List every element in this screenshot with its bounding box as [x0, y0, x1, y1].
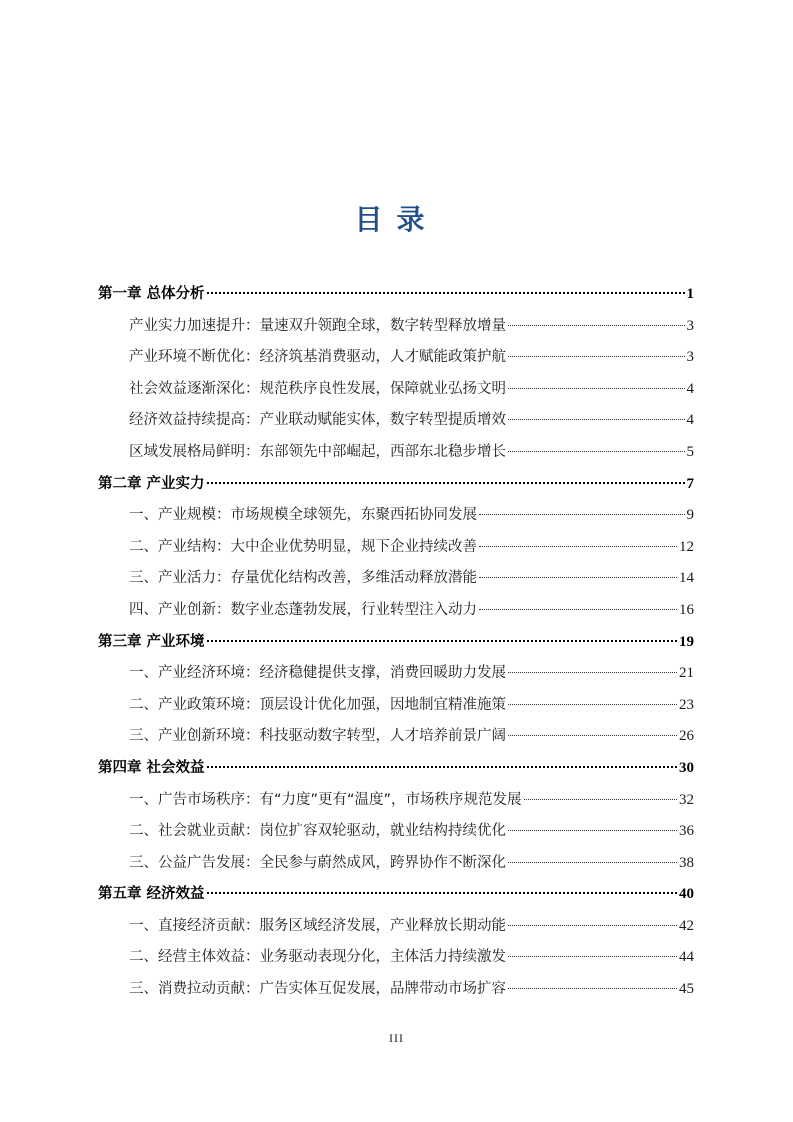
- toc-entry-page-number: 4: [686, 380, 694, 397]
- page-title: 目录: [354, 203, 439, 236]
- toc-entry-label: 第四章 社会效益: [98, 759, 205, 776]
- toc-section-entry[interactable]: [98, 405, 694, 437]
- toc-entry-label: 二、经营主体效益：业务驱动表现分化，主体活力持续激发: [129, 949, 506, 966]
- toc-entry-label: 区域发展格局鲜明：东部领先中部崛起，西部东北稳步增长: [129, 443, 506, 460]
- toc-entry-label: 三、产业创新环境：科技驱动数字转型，人才培养前景广阔: [129, 728, 506, 745]
- toc-entry-label: 社会效益逐渐深化：规范秩序良性发展，保障就业弘扬文明: [129, 380, 506, 397]
- toc-entry-page-number: 12: [679, 538, 694, 555]
- toc-entry-label: 三、产业活力：存量优化结构改善，多维活动释放潜能: [129, 570, 477, 587]
- toc-section-entry[interactable]: [98, 785, 694, 817]
- toc-entry-page-number: 38: [679, 854, 694, 871]
- toc-entry-page-number: 42: [679, 917, 694, 934]
- dot-leader: [508, 925, 677, 926]
- toc-section-entry[interactable]: [98, 563, 694, 595]
- toc-entry-page-number: 21: [679, 665, 694, 682]
- toc-section-entry[interactable]: [98, 942, 694, 974]
- table-of-contents: [98, 279, 694, 1006]
- toc-entry-label: 第三章 产业环境: [98, 633, 205, 650]
- dot-leader: [508, 735, 677, 736]
- toc-section-entry[interactable]: [98, 974, 694, 1006]
- toc-entry-page-number: 19: [679, 633, 694, 650]
- dot-leader: [508, 356, 685, 357]
- toc-entry-label: 二、产业结构：大中企业优势明显，规下企业持续改善: [129, 538, 477, 555]
- toc-entry-page-number: 36: [679, 823, 694, 840]
- toc-section-entry[interactable]: [98, 721, 694, 753]
- dot-leader: [508, 325, 685, 326]
- toc-entry-label: 一、产业经济环境：经济稳健提供支撑，消费回暖助力发展: [129, 665, 506, 682]
- toc-section-entry[interactable]: [98, 532, 694, 564]
- dot-leader: [508, 704, 677, 705]
- toc-section-entry[interactable]: [98, 374, 694, 406]
- toc-entry-label: 三、消费拉动贡献：广告实体互促发展，品牌带动市场扩容: [129, 981, 506, 998]
- toc-entry-page-number: 7: [686, 475, 694, 492]
- dot-leader: [479, 577, 677, 578]
- dot-leader: [508, 419, 685, 420]
- toc-entry-page-number: 32: [679, 791, 694, 808]
- dot-leader: [524, 799, 677, 800]
- toc-chapter-entry[interactable]: [98, 879, 694, 911]
- dot-leader: [508, 988, 677, 989]
- dot-leader: [479, 546, 677, 547]
- toc-entry-page-number: 4: [686, 412, 694, 429]
- toc-entry-label: 产业环境不断优化：经济筑基消费驱动，人才赋能政策护航: [129, 349, 506, 366]
- toc-entry-label: 产业实力加速提升：量速双升领跑全球，数字转型释放增量: [129, 317, 506, 334]
- toc-entry-page-number: 1: [686, 286, 694, 302]
- toc-entry-label: 三、公益广告发展：全民参与蔚然成风，跨界协作不断深化: [129, 854, 506, 871]
- toc-entry-label: 第二章 产业实力: [98, 475, 205, 492]
- page-number: III: [389, 1031, 404, 1045]
- dot-leader: [207, 292, 685, 294]
- toc-entry-label: 第一章 总体分析: [98, 286, 205, 302]
- dot-leader: [508, 830, 677, 831]
- toc-chapter-entry[interactable]: [98, 753, 694, 785]
- toc-entry-page-number: 9: [686, 507, 694, 524]
- toc-entry-label: 二、产业政策环境：顶层设计优化加强，因地制宜精准施策: [129, 696, 506, 713]
- toc-entry-page-number: 44: [679, 949, 694, 966]
- toc-entry-page-number: 3: [686, 317, 694, 334]
- toc-entry-page-number: 14: [679, 570, 694, 587]
- dot-leader: [207, 892, 677, 894]
- dot-leader: [479, 609, 677, 610]
- dot-leader: [508, 862, 677, 863]
- toc-entry-page-number: 45: [679, 981, 694, 998]
- toc-entry-label: 一、广告市场秩序：有“力度”更有“温度”，市场秩序规范发展: [129, 791, 522, 808]
- dot-leader: [207, 766, 677, 768]
- dot-leader: [479, 514, 685, 515]
- toc-entry-label: 一、产业规模：市场规模全球领先，东聚西拓协同发展: [129, 507, 477, 524]
- toc-section-entry[interactable]: [98, 911, 694, 943]
- toc-entry-label: 四、产业创新：数字业态蓬勃发展，行业转型注入动力: [129, 601, 477, 618]
- toc-entry-page-number: 16: [679, 601, 694, 618]
- toc-section-entry[interactable]: [98, 500, 694, 532]
- dot-leader: [207, 640, 677, 642]
- toc-entry-page-number: 30: [679, 759, 694, 776]
- toc-chapter-entry[interactable]: [98, 279, 694, 311]
- toc-entry-label: 第五章 经济效益: [98, 886, 205, 903]
- toc-section-entry[interactable]: [98, 595, 694, 627]
- toc-section-entry[interactable]: [98, 848, 694, 880]
- toc-section-entry[interactable]: [98, 816, 694, 848]
- toc-section-entry[interactable]: [98, 690, 694, 722]
- toc-entry-label: 经济效益持续提高：产业联动赋能实体，数字转型提质增效: [129, 412, 506, 429]
- dot-leader: [508, 672, 677, 673]
- toc-section-entry[interactable]: [98, 342, 694, 374]
- toc-entry-page-number: 5: [686, 443, 694, 460]
- toc-section-entry[interactable]: [98, 658, 694, 690]
- dot-leader: [508, 388, 685, 389]
- toc-entry-label: 一、直接经济贡献：服务区域经济发展，产业释放长期动能: [129, 917, 506, 934]
- toc-section-entry[interactable]: [98, 311, 694, 343]
- toc-entry-page-number: 26: [679, 728, 694, 745]
- toc-entry-label: 二、社会就业贡献：岗位扩容双轮驱动，就业结构持续优化: [129, 823, 506, 840]
- toc-entry-page-number: 3: [686, 349, 694, 366]
- dot-leader: [508, 956, 677, 957]
- toc-chapter-entry[interactable]: [98, 627, 694, 659]
- toc-entry-page-number: 40: [679, 886, 694, 903]
- dot-leader: [207, 482, 685, 484]
- toc-chapter-entry[interactable]: [98, 469, 694, 501]
- toc-entry-page-number: 23: [679, 696, 694, 713]
- dot-leader: [508, 451, 685, 452]
- toc-section-entry[interactable]: [98, 437, 694, 469]
